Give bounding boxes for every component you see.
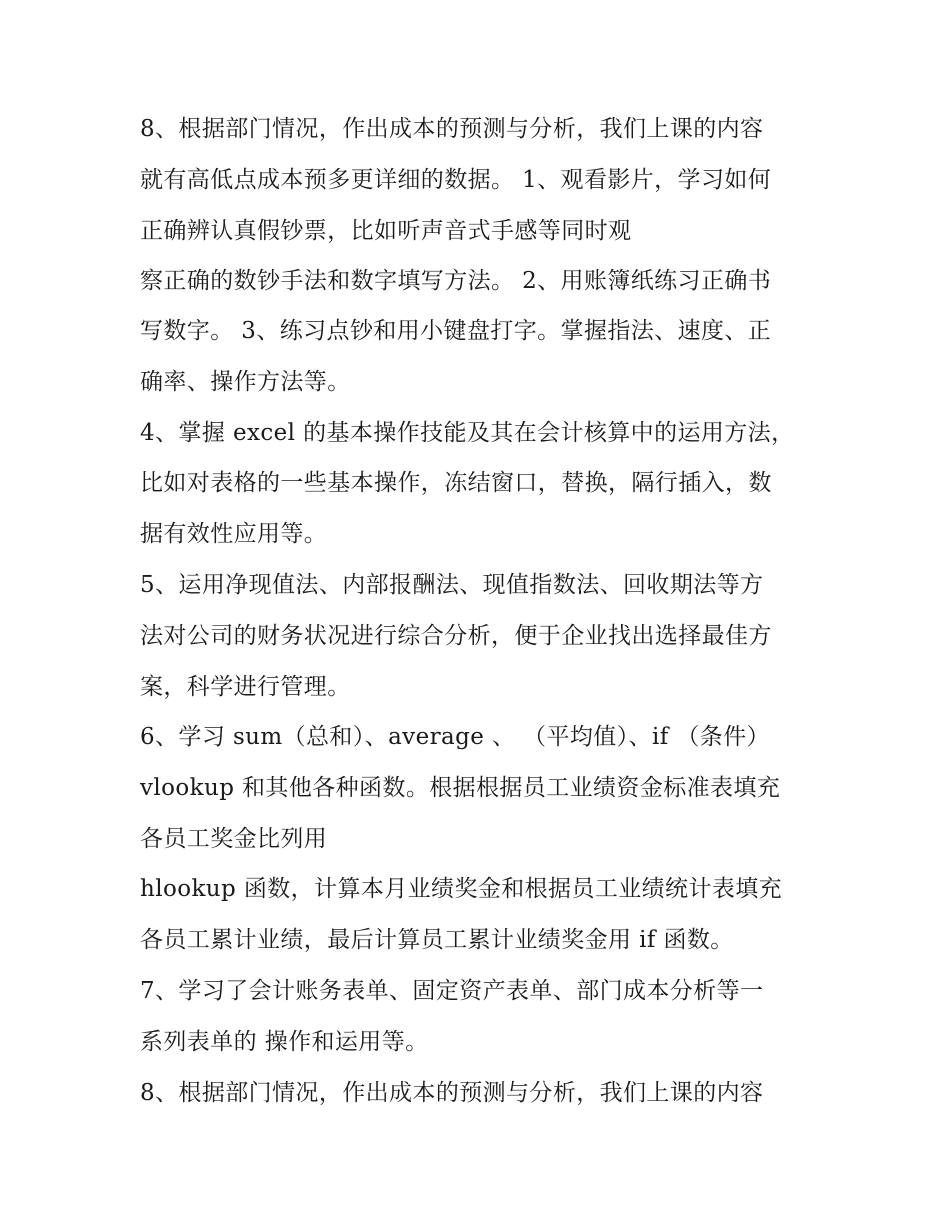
text-line: 5、运用净现值法、内部报酬法、现值指数法、回收期法等方	[140, 572, 764, 598]
text-line: vlookup 和其他各种函数。根据根据员工业绩资金标准表填充	[140, 775, 781, 801]
text-line: 确率、操作方法等。	[140, 369, 351, 395]
text-line: 写数字。 3、练习点钞和用小键盘打字。掌握指法、速度、正	[140, 318, 772, 344]
text-line: 案，科学进行管理。	[140, 674, 351, 700]
text-line: 8、根据部门情况，作出成本的预测与分析，我们上课的内容	[140, 1080, 764, 1106]
text-line: 系列表单的 操作和运用等。	[140, 1029, 429, 1055]
text-line: 比如对表格的一些基本操作，冻结窗口，替换，隔行插入，数	[140, 470, 772, 496]
text-line: 各员工累计业绩，最后计算员工累计业绩奖金用 if 函数。	[140, 927, 734, 953]
text-line: hlookup 函数，计算本月业绩奖金和根据员工业绩统计表填充	[140, 876, 783, 902]
text-line: 4、掌握 excel 的基本操作技能及其在会计核算中的运用方法，	[140, 420, 795, 446]
text-line: 各员工奖金比列用	[140, 826, 328, 852]
text-line: 法对公司的财务状况进行综合分析，便于企业找出选择最佳方	[140, 623, 772, 649]
text-line: 8、根据部门情况，作出成本的预测与分析，我们上课的内容	[140, 116, 764, 142]
text-line: 察正确的数钞手法和数字填写方法。 2、用账簿纸练习正确书	[140, 268, 772, 294]
text-line: 据有效性应用等。	[140, 521, 328, 547]
text-line: 6、学习 sum（总和）、average 、 （平均值）、if （条件）	[140, 724, 770, 750]
text-line: 7、学习了会计账务表单、固定资产表单、部门成本分析等一	[140, 978, 764, 1004]
text-line: 就有高低点成本预多更详细的数据。 1、观看影片，学习如何	[140, 167, 772, 193]
text-line: 正确辨认真假钞票，比如听声音式手感等同时观	[140, 218, 632, 244]
